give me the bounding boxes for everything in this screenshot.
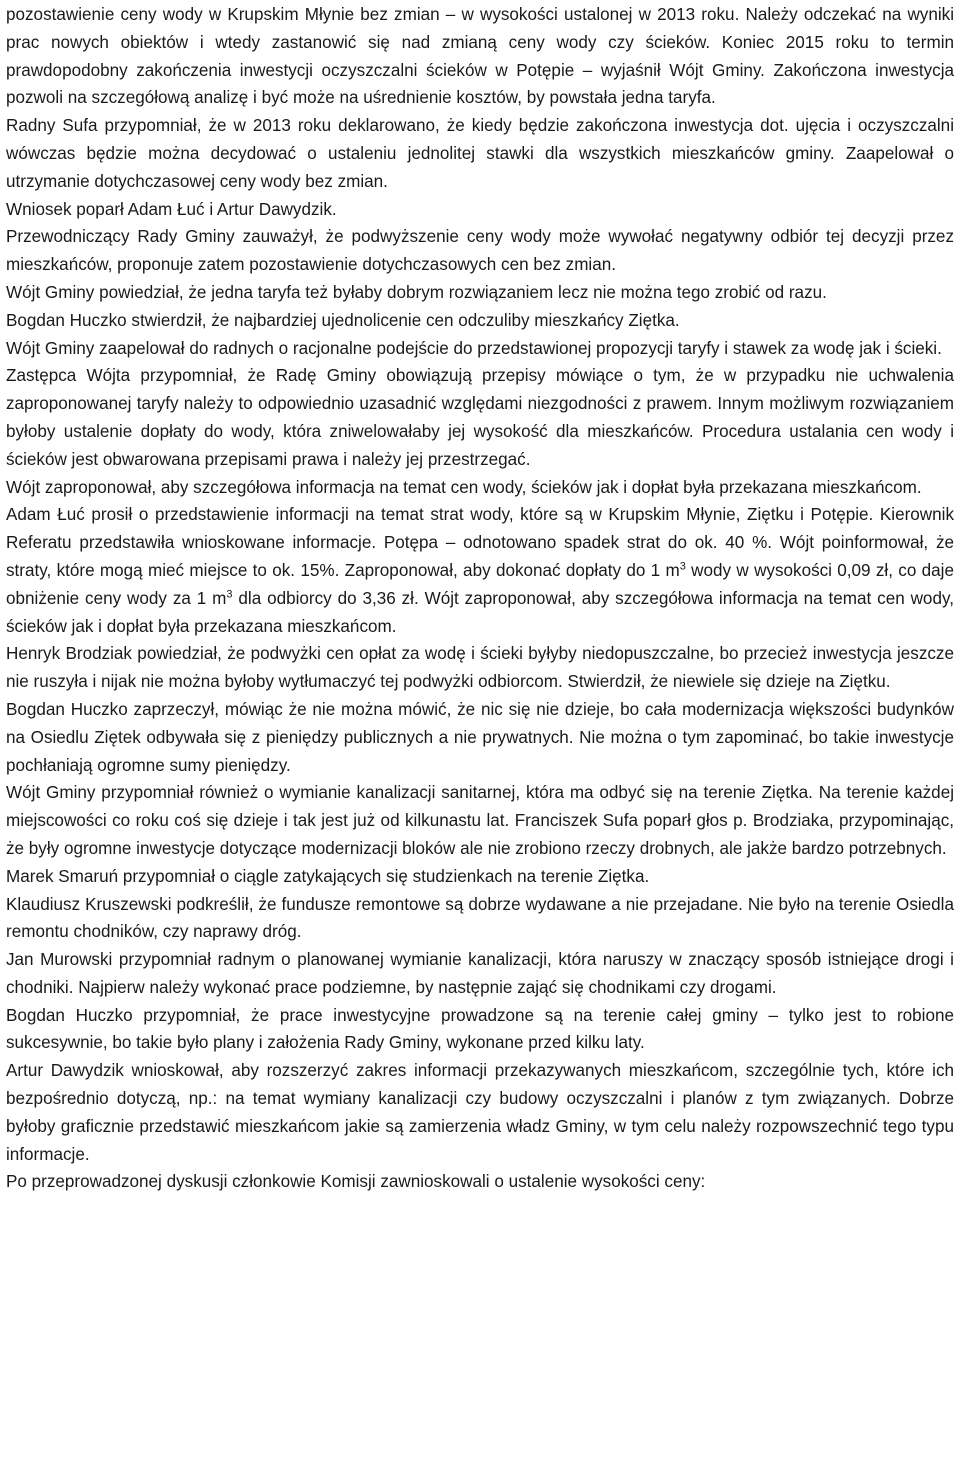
paragraph-mayor-proposal: Wójt zaproponował, aby szczegółowa informacja na temat cen wody, ścieków jak i dopłat była przekazana mieszkańcom. [6,477,922,497]
paragraph-huczko-reminder: Bogdan Huczko przypomniał, że prace inwestycyjne prowadzone są na terenie całej gminy – tylko jest to robione sukcesywnie, bo takie było plany i założenia Rady Gminy, wykonane przed kilku laty. [6,1005,954,1053]
paragraph-chairman-remark: Przewodniczący Rady Gminy zauważył, że podwyższenie ceny wody może wywołać negatywny odbiór tej decyzji przez mieszkańców, proponuje zatem pozostawienie dotychczasowych cen bez zmian. [6,227,954,275]
paragraph-mayor-one-tariff: Wójt Gminy powiedział, że jedna taryfa też byłaby dobrym rozwiązaniem lecz nie można tego zrobić od razu. [6,282,827,302]
water-loss-text-part-2: wody w wysokości 0,09 zł, co daje obniżenie ceny wody za 1 m [6,560,954,608]
paragraph-brodziak-statement: Henryk Brodziak powiedział, że podwyżki cen opłat za wodę i ścieki byłyby niedopuszczalne, bo przecież inwestycja jeszcze nie ruszyła i nijak nie można byłoby wytłumaczyć tej podwyżki odbiorcom. Stwierdził, że niewiele się dzieje na Ziętku. [6,644,954,692]
water-loss-text-part-1: Adam Łuć prosił o przedstawienie informacji na temat strat wody, które są w Krupskim Młynie, Ziętku i Potępie. Kierownik Referatu przedstawiła wnioskowane informacje. Potępa – odnotowano spadek strat do ok. 40 %. Wójt poinformował, że straty, które mogą mieć miejsce to ok. 15%. Zaproponował, aby dokonać dopłaty do 1 m [6,505,954,580]
paragraph-murowski-remark: Jan Murowski przypomniał radnym o planowanej wymianie kanalizacji, która naruszy w znaczący sposób istniejące drogi i chodniki. Najpierw należy wykonać prace podziemne, by następnie zająć się chodnikami czy drogami. [6,950,954,997]
paragraph-smarun-remark: Marek Smaruń przypomniał o ciągle zatykających się studzienkach na terenie Ziętka. [6,866,650,886]
paragraph-motion-support: Wniosek poparł Adam Łuć i Artur Dawydzik. [6,199,337,219]
paragraph-water-price-continuation: pozostawienie ceny wody w Krupskim Młynie bez zmian – w wysokości ustalonej w 2013 roku. Należy odczekać na wyniki prac nowych obiektów i wtedy zastanowić się nad zmianą ceny wody czy ścieków. Koniec 2015 roku to termin prawdopodobny zakończenia inwestycji oczyszczalni ścieków w Potępie – wyjaśnił Wójt Gminy. Zakończona inwestycja pozwoli na szczegółową analizę i być może na uśrednienie kosztów, by powstała jedna taryfa. [6,5,954,108]
cubic-superscript: 3 [226,588,233,601]
paragraph-water-loss-info [6,501,954,640]
paragraph-huczko-denial: Bogdan Huczko zaprzeczył, mówiąc że nie można mówić, że nic się nie dzieje, bo cała modernizacja większości budynków na Osiedlu Ziętek odbywała się z pieniędzy publicznych a nie prywatnych. Nie można o tym zapominać, bo takie inwestycje pochłaniają ogromne sumy pieniędzy. [6,699,954,775]
paragraph-dawydzik-motion: Artur Dawydzik wnioskował, aby rozszerzyć zakres informacji przekazywanych mieszkańcom, szczególnie tych, które ich bezpośrednio dotyczą, np.: na temat wymiany kanalizacji czy budowy oczyszczalni i planów z tym związanych. Dobrze byłoby graficznie przedstawić mieszkańcom jakie są zamierzenia władz Gminy, w tym celu należy rozpowszechnić tego typu informacje. [6,1061,954,1164]
paragraph-kruszewski-remark: Klaudiusz Kruszewski podkreślił, że fundusze remontowe są dobrze wydawane a nie przejadane. Nie było na terenie Osiedla remontu chodników, czy naprawy dróg. [6,894,954,942]
paragraph-sufa-remark: Radny Sufa przypomniał, że w 2013 roku deklarowano, że kiedy będzie zakończona inwestycja dot. ujęcia i oczyszczalni wówczas będzie można decydować o ustaleniu jednolitej stawki dla wszystkich mieszkańców gminy. Zaapelował o utrzymanie dotychczasowej ceny wody bez zmian. [6,116,954,191]
paragraph-committee-conclusion: Po przeprowadzonej dyskusji członkowie Komisji zawnioskowali o ustalenie wysokości ceny: [6,1172,706,1192]
water-loss-text-part-3: dla odbiorcy do 3,36 zł. Wójt zaproponował, aby szczegółowa informacja na temat cen wody, ścieków jak i dopłat była przekazana mieszkańcom. [6,588,954,636]
cubic-superscript: 3 [679,560,686,573]
paragraph-deputy-mayor-remark: Zastępca Wójta przypomniał, że Radę Gminy obowiązują przepisy mówiące o tym, że w przypadku nie uchwalenia zaproponowanej taryfy należy to odpowiednio uzasadnić względami niezgodności z prawem. Innym możliwym rozwiązaniem byłoby ustalenie dopłaty do wody, która zniwelowałaby jej wysokość dla mieszkańców. Procedura ustalania cen wody i ścieków jest obwarowana przepisami prawa i należy jej przestrzegać. [6,366,954,469]
paragraph-mayor-sewage-reminder: Wójt Gminy przypomniał również o wymianie kanalizacji sanitarnej, która ma odbyć się na terenie Ziętka. Na terenie każdej miejscowości co roku coś się dzieje i tak jest już od kilkunastu lat. Franciszek Sufa poparł głos p. Brodziaka, przypominając, że były ogromne inwestycje dotyczące modernizacji bloków ale nie zrobiono rzeczy drobnych, ale jakże bardzo potrzebnych. [6,783,954,858]
paragraph-huczko-statement: Bogdan Huczko stwierdził, że najbardziej ujednolicenie cen odczuliby mieszkańcy Ziętka. [6,310,680,330]
paragraph-mayor-appeal: Wójt Gminy zaapelował do radnych o racjonalne podejście do przedstawionej propozycji taryfy i stawek za wodę jak i ścieki. [6,338,942,358]
